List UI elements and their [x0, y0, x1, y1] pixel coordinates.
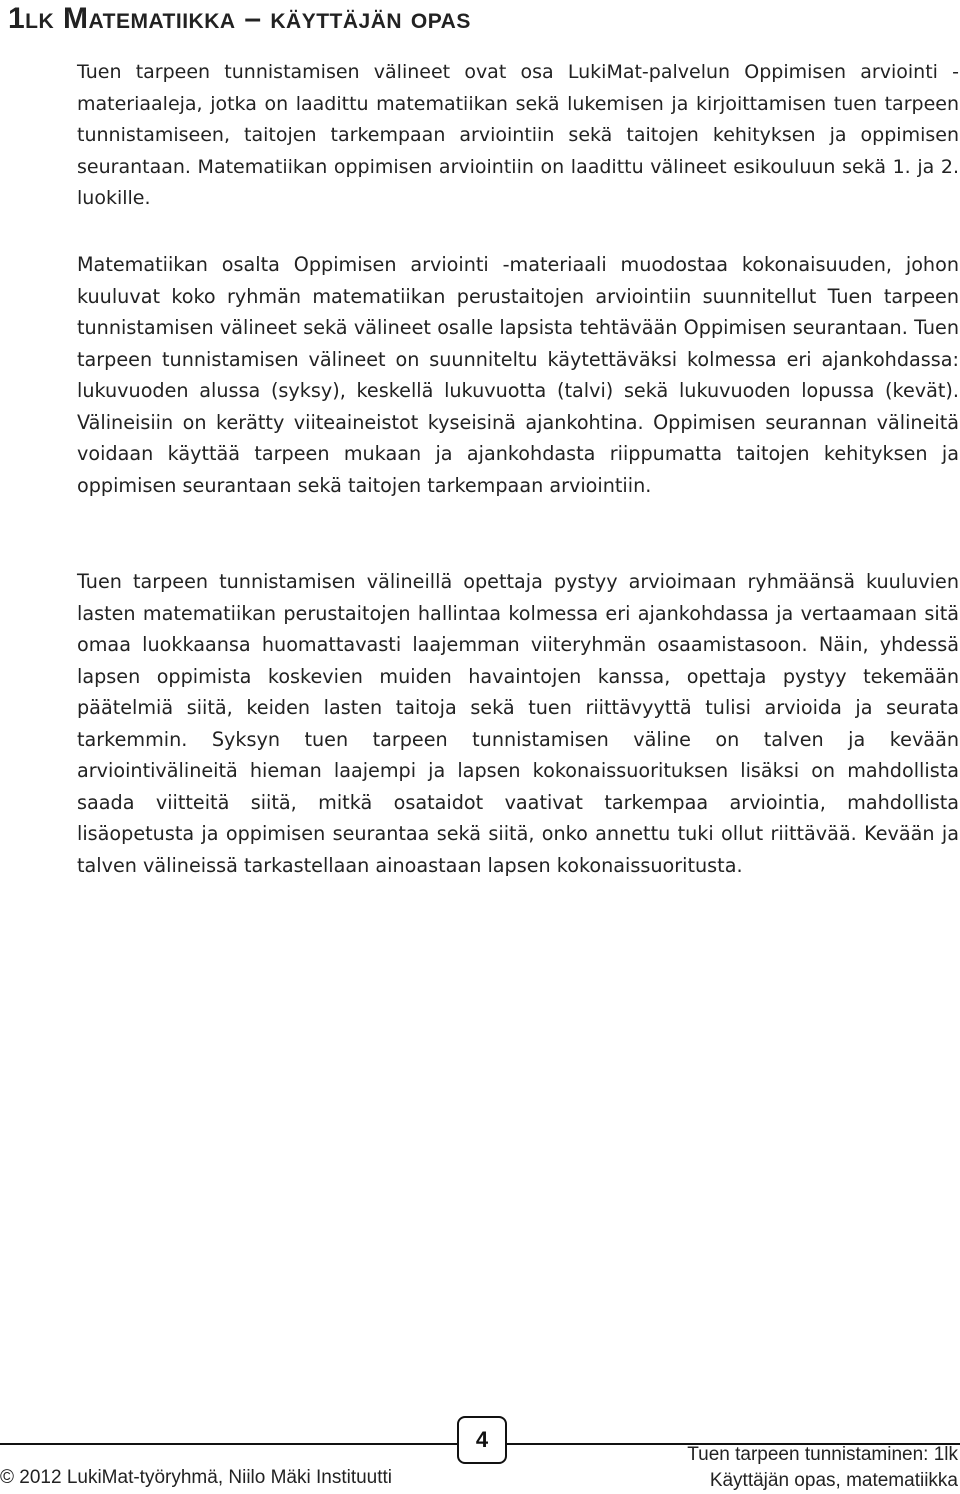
footer-series-line-2: Käyttäjän opas, matematiikka [709, 1470, 958, 1491]
body-paragraph-2: Matematiikan osalta Oppimisen arviointi -materiaali muodostaa kokonaisuuden, johon kuuluvat koko ryhmän matematiikan perustaitojen arviointiin suunnitellut Tuen tarpeen tunnistamisen välineet sekä välineet osalle lapsista tehtävään Oppimisen seurantaan. Tuen tarpeen tunnistamisen välineet on suunniteltu käytettäväksi kolmessa eri ajankohdassa: lukuvuoden alussa (syksy), keskellä lukuvuotta (talvi) sekä lukuvuoden lopussa (kevät). Välineisiin on kerätty viiteaineistot kyseisinä ajankohtina. Oppimisen seurannan välineitä voidaan käyttää tarpeen mukaan ja ajankohdasta riippumatta taitojen kehityksen ja oppimisen seurantaan sekä taitojen tarkempaan arviointiin. [77, 253, 959, 497]
body-paragraph-3: Tuen tarpeen tunnistamisen välineillä opettaja pystyy arvioimaan ryhmäänsä kuuluvien lasten matematiikan perustaitojen hallintaa kolmessa eri ajankohdassa ja vertaamaan sitä omaa luokkaansa huomattavasti laajemman viiteryhmän osaamistasoon. Näin, yhdessä lapsen oppimista koskevien muiden havaintojen kanssa, opettaja pystyy tekemään päätelmiä siitä, keiden lasten taitoja sekä tuen riittävyyttä tulisi arvioida ja seurata tarkemmin. Syksyn tuen tarpeen tunnistamisen väline on talven ja kevään arviointivälineitä hieman laajempi ja lapsen kokonaissuorituksen lisäksi on mahdollista saada viitteitä siitä, mitkä osataidot vaativat tarkempaa arviointia, mahdollista lisäopetusta ja oppimisen seurantaa sekä siitä, onko annettu tuki ollut riittävää. Kevään ja talven välineissä tarkastellaan ainoastaan lapsen kokonaissuoritusta. [77, 570, 959, 877]
page-title: 1lk Matematiikka – käyttäjän opas [8, 2, 471, 35]
footer-copyright: © 2012 LukiMat-työryhmä, Niilo Mäki Instituutti [0, 1467, 393, 1488]
page-number: 4 [457, 1416, 507, 1464]
footer-series-line-1: Tuen tarpeen tunnistaminen: 1lk [687, 1444, 958, 1465]
intro-paragraph: Tuen tarpeen tunnistamisen välineet ovat osa LukiMat-palvelun Oppimisen arviointi -materiaaleja, jotka on laadittu matematiikan sekä lukemisen ja kirjoittamisen tuen tarpeen tunnistamiseen, taitojen tarkempaan arviointiin sekä taitojen kehityksen ja oppimisen seurantaan. Matematiikan oppimisen arviointiin on laadittu välineet esikouluun sekä 1. ja 2. luokille. [77, 61, 959, 209]
footer-series-info [687, 1442, 958, 1494]
